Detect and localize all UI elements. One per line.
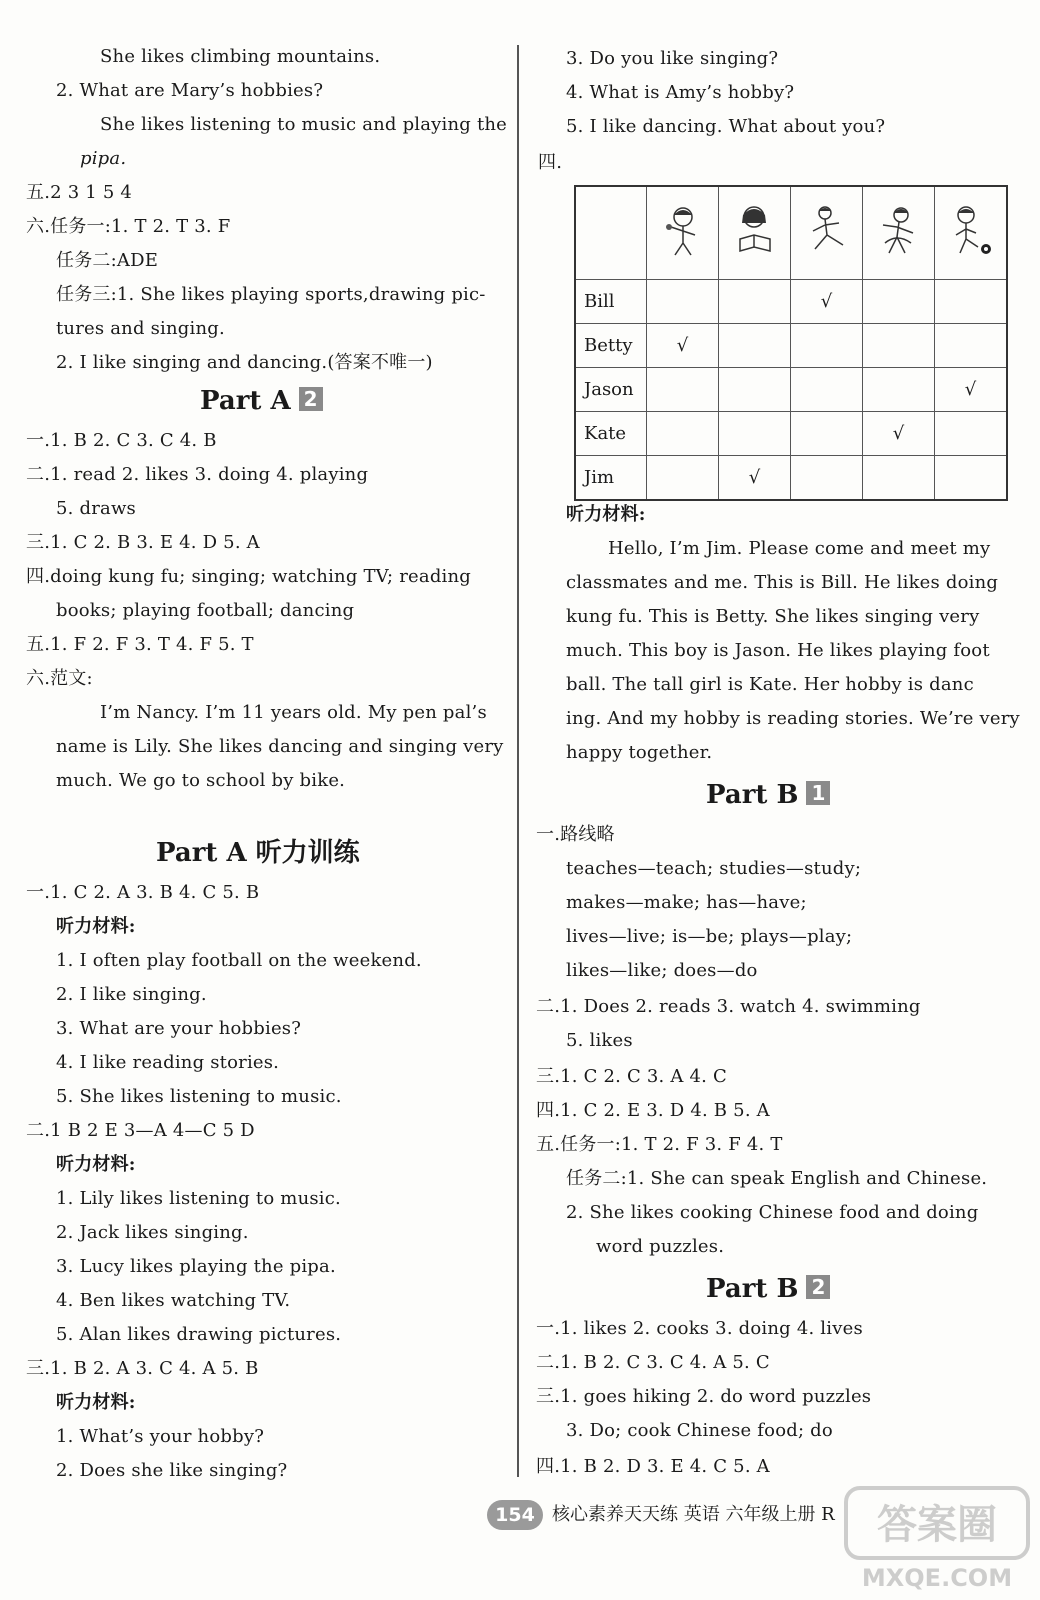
column-divider (517, 45, 519, 1477)
heading-text: Part B (706, 780, 799, 810)
text-line: 4. Ben likes watching TV. (56, 1290, 291, 1311)
text-line: books; playing football; dancing (56, 600, 355, 621)
text-line: 2. She likes cooking Chinese food and doing (566, 1202, 979, 1223)
heading-text: Part B (706, 1274, 799, 1304)
table-cell (719, 456, 791, 501)
text-line: 2. I like singing. (56, 984, 207, 1005)
text-line: lives—live; is—be; plays—play; (566, 926, 853, 947)
text-line: 四.1. C 2. E 3. D 4. B 5. A (536, 1100, 770, 1121)
table-cell (935, 368, 1008, 412)
table-cell (647, 368, 719, 412)
check-mark: √ (748, 467, 761, 488)
table-cell (719, 324, 791, 368)
text-line: 5. likes (566, 1030, 633, 1051)
text-line: 2. Does she like singing? (56, 1460, 288, 1481)
text-line: name is Lily. She likes dancing and singing very (56, 736, 504, 757)
table-cell (935, 412, 1008, 456)
watermark-logo (842, 1482, 1032, 1594)
text-line: She likes climbing mountains. (100, 46, 381, 67)
text-line: 二.1 B 2 E 3—A 4—C 5 D (26, 1120, 255, 1141)
table-cell (863, 324, 935, 368)
text-line: 听力材料: (56, 1392, 136, 1413)
row-name: Kate (575, 412, 647, 456)
text-line: 5. She likes listening to music. (56, 1086, 342, 1107)
text-line: 3. Do; cook Chinese food; do (566, 1420, 833, 1441)
text-line: 听力材料: (566, 504, 646, 525)
row-name: Betty (575, 324, 647, 368)
text-line: 一.1. B 2. C 3. C 4. B (26, 430, 217, 451)
table-cell (791, 456, 863, 501)
table-cell (719, 368, 791, 412)
text-line: 任务三:1. She likes playing sports,drawing pic- (56, 284, 486, 305)
text-line: ball. The tall girl is Kate. Her hobby is danc (566, 674, 974, 695)
table-header-row (575, 186, 1007, 280)
kung-fu-picture (647, 186, 719, 280)
text-line: tures and singing. (56, 318, 225, 339)
text-line: 一.1. likes 2. cooks 3. doing 4. lives (536, 1318, 863, 1339)
text-line: 二.1. B 2. C 3. C 4. A 5. C (536, 1352, 770, 1373)
text-line: 1. Lily likes listening to music. (56, 1188, 341, 1209)
section-badge: 1 (806, 781, 830, 805)
table-cell (935, 280, 1008, 324)
text-line: 听力材料: (56, 916, 136, 937)
text-line: 二.1. read 2. likes 3. doing 4. playing (26, 464, 369, 485)
text-line: 1. What’s your hobby? (56, 1426, 265, 1447)
table-cell (791, 280, 863, 324)
table-cell (791, 368, 863, 412)
table-row (575, 280, 1007, 324)
text-line: 4. I like reading stories. (56, 1052, 280, 1073)
text-line: 六.范文: (26, 668, 93, 689)
watermark-text-top: 答案圈 (877, 1502, 997, 1548)
watermark-text-bottom: MXQE.COM (861, 1564, 1013, 1592)
section-badge: 2 (806, 1275, 830, 1299)
table-cell (719, 280, 791, 324)
row-name: Jim (575, 456, 647, 501)
text-line: 任务二:ADE (56, 250, 159, 271)
text-line: 一.1. C 2. A 3. B 4. C 5. B (26, 882, 260, 903)
table-corner (575, 186, 647, 280)
text-line: 五.任务一:1. T 2. F 3. F 4. T (536, 1134, 783, 1155)
section-heading (706, 1272, 830, 1306)
table-row (575, 412, 1007, 456)
text-line: 2. What are Mary’s hobbies? (56, 80, 324, 101)
text-line: 5. I like dancing. What about you? (566, 116, 886, 137)
section-heading (706, 778, 830, 812)
kung-fu-kick-picture (791, 186, 863, 280)
table-cell (647, 324, 719, 368)
text-line: 六.任务一:1. T 2. T 3. F (26, 216, 231, 237)
text-line: 5. Alan likes drawing pictures. (56, 1324, 342, 1345)
text-line: 三.1. goes hiking 2. do word puzzles (536, 1386, 872, 1407)
page-number: 154 (487, 1500, 543, 1530)
text-line: classmates and me. This is Bill. He likes doing (566, 572, 999, 593)
text-line: Hello, I’m Jim. Please come and meet my (608, 538, 991, 559)
text-line: pipa. (80, 148, 127, 169)
text-line: 1. I often play football on the weekend. (56, 950, 422, 971)
table-row (575, 456, 1007, 501)
table-cell (863, 456, 935, 501)
table-row (575, 324, 1007, 368)
table-cell (863, 412, 935, 456)
table-cell (647, 456, 719, 501)
check-mark: √ (676, 335, 689, 356)
text-line: much. We go to school by bike. (56, 770, 346, 791)
table-cell (719, 412, 791, 456)
text-line: likes—like; does—do (566, 960, 758, 981)
row-name: Jason (575, 368, 647, 412)
text-line: 2. Jack likes singing. (56, 1222, 249, 1243)
text-line: 五.1. F 2. F 3. T 4. F 5. T (26, 634, 254, 655)
row-name: Bill (575, 280, 647, 324)
section-heading: Part A 听力训练 (156, 838, 360, 868)
text-line: ing. And my hobby is reading stories. We’re very (566, 708, 1020, 729)
text-line: happy together. (566, 742, 713, 763)
text-line: 三.1. C 2. C 3. A 4. C (536, 1066, 727, 1087)
text-line: 4. What is Amy’s hobby? (566, 82, 795, 103)
text-line: teaches—teach; studies—study; (566, 858, 862, 879)
table-cell (791, 324, 863, 368)
text-line: 三.1. C 2. B 3. E 4. D 5. A (26, 532, 260, 553)
reading-picture (719, 186, 791, 280)
text-line: kung fu. This is Betty. She likes singing very (566, 606, 980, 627)
table-cell (791, 412, 863, 456)
text-line: I’m Nancy. I’m 11 years old. My pen pal’s (100, 702, 487, 723)
hobby-table (574, 185, 1008, 501)
table-row (575, 368, 1007, 412)
text-line: 四.doing kung fu; singing; watching TV; reading (26, 566, 472, 587)
book-title: 核心素养天天练 英语 六年级上册 R (552, 1504, 835, 1525)
table-cell (647, 412, 719, 456)
text-line: much. This boy is Jason. He likes playing foot (566, 640, 990, 661)
table-cell (647, 280, 719, 324)
text-line: 3. What are your hobbies? (56, 1018, 302, 1039)
text-line: 2. I like singing and dancing.(答案不唯一) (56, 352, 433, 373)
text-line: 一.路线略 (536, 824, 615, 845)
text-line: 任务二:1. She can speak English and Chinese. (566, 1168, 988, 1189)
table-cell (935, 324, 1008, 368)
text-line: word puzzles. (596, 1236, 725, 1257)
table-cell (863, 280, 935, 324)
text-line: 5. draws (56, 498, 136, 519)
text-line: 四.1. B 2. D 3. E 4. C 5. A (536, 1456, 770, 1477)
section-heading (200, 384, 323, 418)
text-line: 四. (538, 152, 563, 173)
check-mark: √ (820, 291, 833, 312)
check-mark: √ (964, 379, 977, 400)
section-badge: 2 (299, 387, 323, 411)
heading-text: Part A (200, 386, 291, 416)
text-line: 听力材料: (56, 1154, 136, 1175)
dancing-picture (863, 186, 935, 280)
table-cell (863, 368, 935, 412)
text-line: 二.1. Does 2. reads 3. watch 4. swimming (536, 996, 921, 1017)
table-cell (935, 456, 1008, 501)
text-line: 五.2 3 1 5 4 (26, 182, 133, 203)
text-line: 3. Do you like singing? (566, 48, 779, 69)
text-line: 3. Lucy likes playing the pipa. (56, 1256, 336, 1277)
text-line: 三.1. B 2. A 3. C 4. A 5. B (26, 1358, 259, 1379)
check-mark: √ (892, 423, 905, 444)
text-line: She likes listening to music and playing the (100, 114, 508, 135)
football-picture (935, 186, 1008, 280)
text-line: makes—make; has—have; (566, 892, 807, 913)
